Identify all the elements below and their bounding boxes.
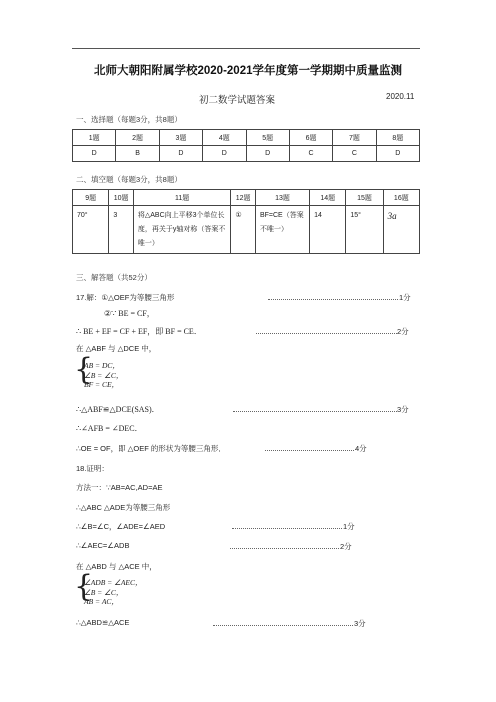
fill-answer-table xyxy=(72,189,420,254)
exam-date: 2020.11 xyxy=(386,92,415,101)
q18-line-1: 方法一：∵AB=AC,AD=AE xyxy=(76,483,163,492)
page-title: 北师大朝阳附属学校2020-2021学年度第一学期期中质量监测 xyxy=(94,65,402,77)
table-cell: 9题 xyxy=(73,190,109,206)
table-row xyxy=(73,206,420,254)
system-line: ∠B = ∠C， xyxy=(84,370,124,380)
choice-answer-table xyxy=(72,129,420,162)
table-cell: 11题 xyxy=(133,190,231,206)
table-cell: C xyxy=(289,146,332,162)
table-cell: 3题 xyxy=(159,130,202,146)
table-cell: 8题 xyxy=(376,130,419,146)
table-cell: 1题 xyxy=(73,130,116,146)
system-line: ∠ADB = ∠AEC， xyxy=(84,578,143,587)
section1-heading: 一、选择题（每题3分，共8题） xyxy=(76,115,182,124)
q17-line-5: ∴△ABF≌△DCE(SAS)． xyxy=(76,405,160,414)
table-cell: D xyxy=(203,146,246,162)
q18-line-4: ∴∠AEC=∠ADB xyxy=(76,541,130,550)
system-line: AB = AC， xyxy=(84,597,119,606)
table-cell: 70° xyxy=(73,206,109,254)
table-cell: 12题 xyxy=(231,190,256,206)
table-cell: 5题 xyxy=(246,130,289,146)
table-row xyxy=(73,146,420,162)
table-cell: C xyxy=(333,146,376,162)
table-header-row xyxy=(73,190,420,206)
left-brace: { xyxy=(74,569,94,604)
table-cell: 将△ABC向上平移3个单位长度，再关于y轴对称（答案不唯一） xyxy=(133,206,231,254)
q17-line-2: ②∵ BE = CF， xyxy=(104,309,155,318)
score-label: 3分 xyxy=(354,619,366,628)
table-header-row xyxy=(73,130,420,146)
page-subtitle: 初二数学试题答案 xyxy=(199,95,276,106)
table-cell: 3a xyxy=(383,206,419,254)
system-line: BF = CE， xyxy=(84,380,120,389)
table-cell: 15题 xyxy=(346,190,383,206)
q17-condition-system xyxy=(84,361,123,390)
q17-line-3: ∴ BE + EF = CF + EF，即 BF = CE． xyxy=(76,327,202,336)
q18-line-5: 在 △ABD 与 △ACE 中， xyxy=(76,562,157,571)
table-cell: D xyxy=(376,146,419,162)
table-cell: 6题 xyxy=(289,130,332,146)
leader-dots xyxy=(233,411,397,412)
score-label: 2分 xyxy=(340,542,352,551)
leader-dots xyxy=(232,528,342,529)
table-cell: D xyxy=(159,146,202,162)
section3-heading: 三、解答题（共52分） xyxy=(76,273,152,282)
table-cell: 16题 xyxy=(383,190,419,206)
q17-line-7: ∴OE = OF，即 △OEF 的形状为等腰三角形． xyxy=(76,444,226,453)
table-cell: 4题 xyxy=(203,130,246,146)
q18-line-6: ∴△ABD≌△ACE xyxy=(76,618,130,627)
score-label: 1分 xyxy=(343,522,355,531)
q18-condition-system xyxy=(84,578,143,607)
score-label: 2分 xyxy=(397,327,409,336)
section2-heading: 二、填空题（每题3分，共8题） xyxy=(76,175,182,184)
score-label: 1分 xyxy=(399,293,411,302)
table-cell: 14 xyxy=(310,206,346,254)
table-cell: D xyxy=(73,146,116,162)
system-line: ∠B = ∠C， xyxy=(84,587,124,597)
top-rule xyxy=(72,48,420,49)
table-cell: 14题 xyxy=(310,190,346,206)
table-cell: 13题 xyxy=(255,190,309,206)
table-cell: B xyxy=(116,146,159,162)
q18-line-3: ∴∠B=∠C，∠ADE=∠AED xyxy=(76,522,166,531)
q17-line-1: 17.解：①△OEF为等腰三角形 xyxy=(76,293,175,302)
score-label: 3分 xyxy=(397,405,409,414)
score-label: 4分 xyxy=(355,444,367,453)
table-cell: D xyxy=(246,146,289,162)
table-cell: 15° xyxy=(346,206,383,254)
left-brace: { xyxy=(74,352,94,387)
leader-dots xyxy=(230,548,339,549)
system-line: AB = DC， xyxy=(84,361,120,370)
table-cell: 3 xyxy=(109,206,134,254)
q17-line-6: ∴∠AFB = ∠DEC． xyxy=(76,424,143,433)
leader-dots xyxy=(256,333,397,334)
q18-title: 18.证明： xyxy=(76,464,109,473)
q18-line-2: ∴△ABC △ADE为等腰三角形 xyxy=(76,503,171,512)
leader-dots xyxy=(268,299,398,300)
table-cell: ① xyxy=(231,206,256,254)
leader-dots xyxy=(213,625,353,626)
table-cell: 2题 xyxy=(116,130,159,146)
table-cell: BF=CE（答案不唯一） xyxy=(255,206,309,254)
table-cell: 10题 xyxy=(109,190,134,206)
q17-line-4: 在 △ABF 与 △DCE 中， xyxy=(76,344,157,353)
table-cell: 7题 xyxy=(333,130,376,146)
leader-dots xyxy=(265,450,354,451)
